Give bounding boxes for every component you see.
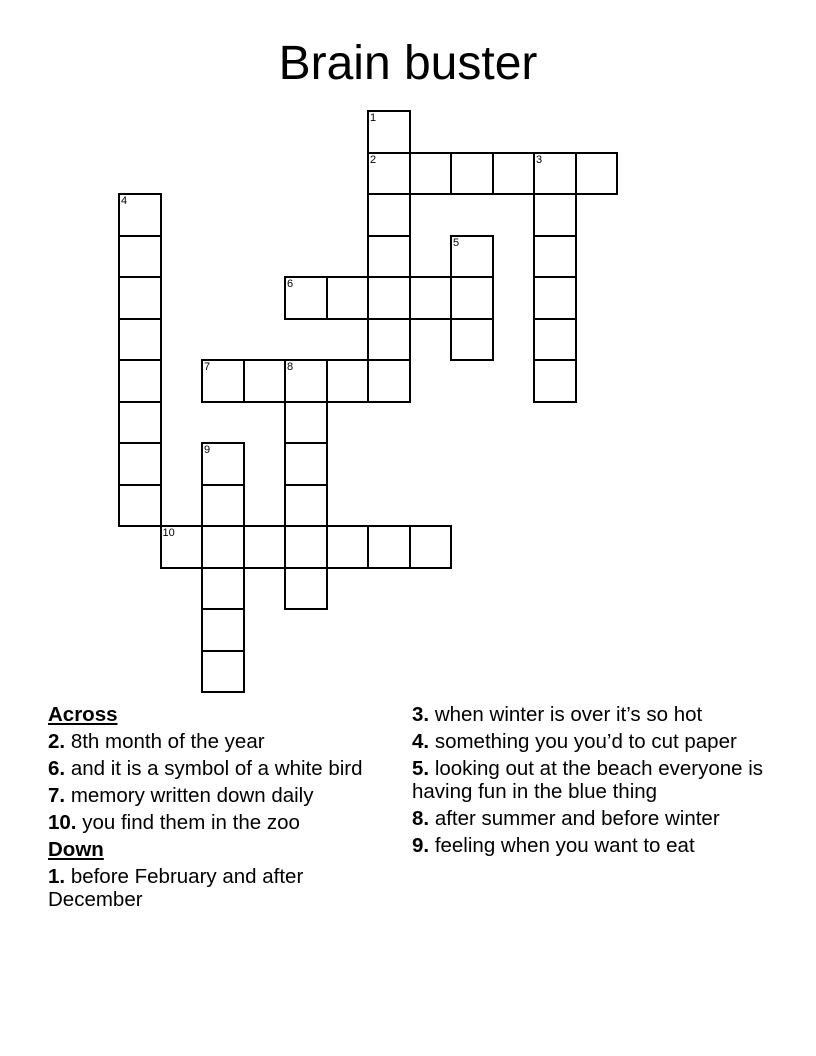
grid-cell[interactable] (409, 525, 453, 569)
grid-cell[interactable] (326, 276, 370, 320)
grid-cell[interactable] (409, 276, 453, 320)
grid-cell[interactable] (284, 401, 328, 445)
grid-cell[interactable] (533, 359, 577, 403)
clues-right-column (412, 703, 777, 861)
down-clue-3: 3. when winter is over it’s so hot (412, 703, 703, 726)
grid-cell[interactable] (284, 567, 328, 611)
grid-cell[interactable] (284, 525, 328, 569)
grid-cell[interactable] (367, 193, 411, 237)
grid-cell[interactable] (118, 235, 162, 279)
down-clue-4: 4. something you you’d to cut paper (412, 730, 737, 753)
across-clue-10: 10. you find them in the zoo (48, 811, 300, 834)
cell-number: 7 (204, 361, 211, 373)
cell-number: 5 (453, 236, 460, 249)
cell-number: 1 (370, 112, 377, 124)
grid-cell[interactable] (284, 442, 328, 486)
cell-number: 10 (162, 527, 175, 539)
clues-left-column (48, 703, 388, 915)
puzzle-title: Brain buster (278, 37, 538, 90)
grid-cell[interactable] (201, 608, 245, 652)
across-clue-7: 7. memory written down daily (48, 784, 314, 807)
cell-number: 8 (287, 361, 294, 373)
cell-number: 3 (536, 153, 543, 166)
grid-cell[interactable] (118, 359, 162, 403)
grid-cell[interactable] (450, 152, 494, 196)
grid-cell[interactable] (243, 525, 287, 569)
grid-cell[interactable] (367, 276, 411, 320)
grid-cell[interactable] (118, 318, 162, 362)
down-clue-9: 9. feeling when you want to eat (412, 834, 695, 857)
grid-cell[interactable] (533, 276, 577, 320)
grid-cell[interactable] (533, 318, 577, 362)
grid-cell[interactable] (201, 525, 245, 569)
down-clue-8: 8. after summer and before winter (412, 807, 720, 830)
grid-cell[interactable] (326, 525, 370, 569)
grid-cell[interactable] (450, 318, 494, 362)
grid-cell[interactable] (118, 193, 162, 237)
grid-cell[interactable] (243, 359, 287, 403)
grid-cell[interactable] (118, 442, 162, 486)
grid-cell[interactable] (367, 525, 411, 569)
cell-number: 2 (370, 153, 377, 166)
grid-cell[interactable] (118, 276, 162, 320)
grid-cell[interactable] (201, 567, 245, 611)
grid-cell[interactable] (367, 359, 411, 403)
grid-cell[interactable] (575, 152, 619, 196)
down-clue-1: 1. before February and after December (48, 865, 304, 911)
grid-cell[interactable] (367, 152, 411, 196)
grid-cell[interactable] (201, 442, 245, 486)
grid-cell[interactable] (284, 359, 328, 403)
grid-cell[interactable] (284, 484, 328, 528)
grid-cell[interactable] (533, 235, 577, 279)
grid-cell[interactable] (533, 193, 577, 237)
cell-number: 4 (121, 195, 128, 207)
grid-cell[interactable] (284, 276, 328, 320)
across-heading: Across (48, 703, 118, 726)
grid-cell[interactable] (118, 484, 162, 528)
cell-number: 6 (287, 278, 294, 290)
grid-cell[interactable] (409, 152, 453, 196)
grid-cell[interactable] (492, 152, 536, 196)
grid-cell[interactable] (326, 359, 370, 403)
across-clue-6: 6. and it is a symbol of a white bird (48, 757, 363, 780)
grid-cell[interactable] (201, 484, 245, 528)
down-heading: Down (48, 838, 104, 861)
grid-cell[interactable] (367, 110, 411, 154)
grid-cell[interactable] (533, 152, 577, 196)
down-clue-5: 5. looking out at the beach everyone is having fun in the blue thing (412, 757, 764, 803)
grid-cell[interactable] (201, 359, 245, 403)
grid-cell[interactable] (367, 318, 411, 362)
grid-cell[interactable] (450, 235, 494, 279)
grid-cell[interactable] (160, 525, 204, 569)
across-clue-2: 2. 8th month of the year (48, 730, 265, 753)
grid-cell[interactable] (118, 401, 162, 445)
cell-number: 9 (204, 444, 211, 456)
grid-cell[interactable] (450, 276, 494, 320)
grid-cell[interactable] (367, 235, 411, 279)
grid-cell[interactable] (201, 650, 245, 694)
